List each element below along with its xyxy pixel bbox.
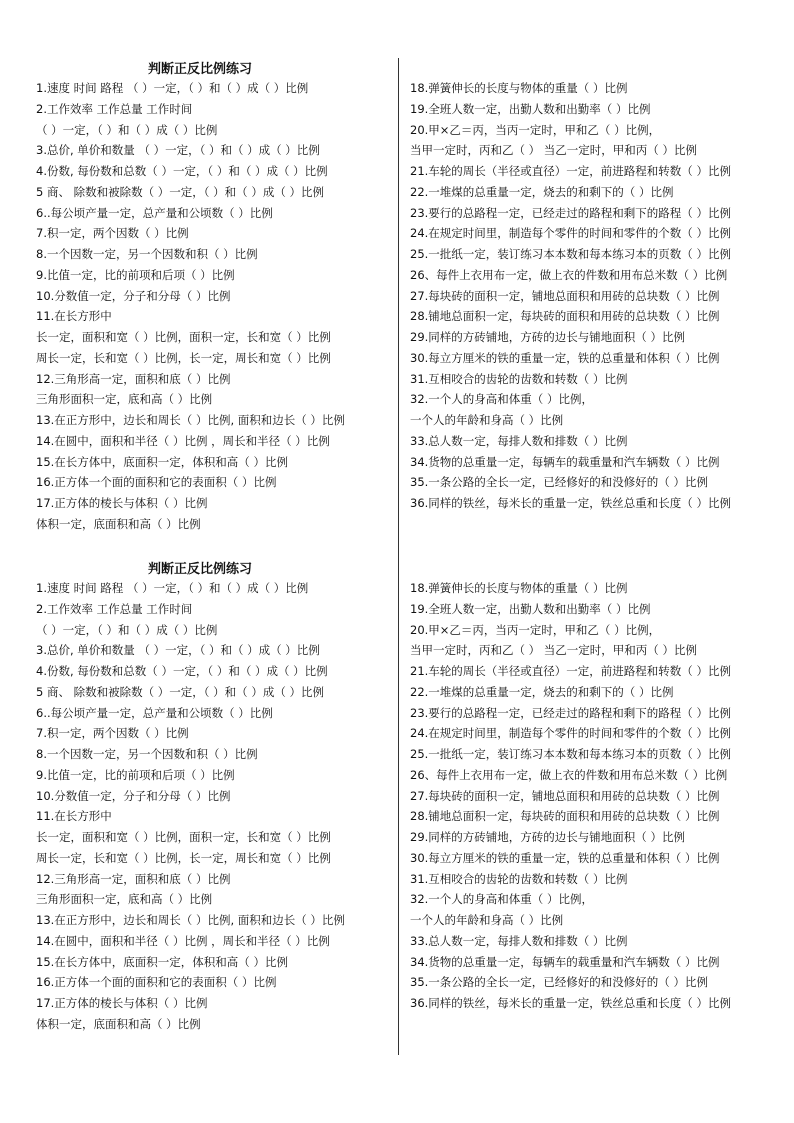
question-line: 10.分数值一定，分子和分母（ ）比例 <box>36 288 231 303</box>
question-line: 22.一堆煤的总重量一定，烧去的和剩下的（ ）比例 <box>410 684 674 699</box>
question-line: 一个人的年龄和身高（ ）比例 <box>410 413 564 427</box>
question-line: 5 商、 除数和被除数（ ）一定，（ ）和（ ）成（ ）比例 <box>36 684 324 699</box>
question-line: 13.在正方形中，边长和周长（ ）比例, 面积和边长（ ）比例 <box>36 413 345 427</box>
worksheet-copy-2 <box>0 556 794 1056</box>
question-line: 17.正方体的棱长与体积（ ）比例 <box>36 496 208 510</box>
question-line: 29.同样的方砖铺地，方砖的边长与铺地面积（ ）比例 <box>410 830 685 844</box>
question-line: 23.要行的总路程一定，已经走过的路程和剩下的路程（ ）比例 <box>410 205 731 220</box>
question-line: 30.每立方厘米的铁的重量一定，铁的总重量和体积（ ）比例 <box>410 350 720 365</box>
question-line: 35.一条公路的全长一定，已经修好的和没修好的（ ）比例 <box>410 975 708 990</box>
question-line: 当甲一定时，丙和乙（ ） 当乙一定时，甲和丙（ ）比例 <box>410 143 697 158</box>
question-line: 24.在规定时间里，制造每个零件的时间和零件的个数（ ）比例 <box>410 226 731 241</box>
question-line: 16.正方体一个面的面积和它的表面积（ ）比例 <box>36 975 277 990</box>
question-line: 29.同样的方砖铺地，方砖的边长与铺地面积（ ）比例 <box>410 330 685 344</box>
question-line: 19.全班人数一定，出勤人数和出勤率（ ）比例 <box>410 101 651 116</box>
question-line: 22.一堆煤的总重量一定，烧去的和剩下的（ ）比例 <box>410 184 674 199</box>
question-line: 26、每件上衣用布一定，做上衣的件数和用布总米数（ ）比例 <box>410 267 728 282</box>
question-line: 23.要行的总路程一定，已经走过的路程和剩下的路程（ ）比例 <box>410 705 731 720</box>
question-line: 32.一个人的身高和体重（ ）比例， <box>410 892 593 907</box>
question-line: 28.铺地总面积一定，每块砖的面积和用砖的总块数（ ）比例 <box>410 309 720 324</box>
question-line: （ ）一定，（ ）和（ ）成（ ）比例 <box>36 122 218 137</box>
question-line: 11.在长方形中 <box>36 309 112 324</box>
question-line: 当甲一定时，丙和乙（ ） 当乙一定时，甲和丙（ ）比例 <box>410 643 697 658</box>
question-line: 34.货物的总重量一定，每辆车的载重量和汽车辆数（ ）比例 <box>410 454 720 469</box>
question-line: 31.互相咬合的齿轮的齿数和转数（ ）比例 <box>410 871 628 886</box>
question-line: 三角形面积一定，底和高（ ）比例 <box>36 392 213 407</box>
question-line: 14.在圆中，面积和半径（ ）比例 ，周长和半径（ ）比例 <box>36 933 330 948</box>
question-line: 30.每立方厘米的铁的重量一定，铁的总重量和体积（ ）比例 <box>410 850 720 865</box>
worksheet-title: 判断正反比例练习 <box>148 562 253 577</box>
question-line: 2.工作效率 工作总量 工作时间 <box>36 101 193 116</box>
question-line: 8.一个因数一定，另一个因数和积（ ）比例 <box>36 247 258 261</box>
question-line: 14.在圆中，面积和半径（ ）比例 ，周长和半径（ ）比例 <box>36 433 330 448</box>
question-line: 3.总价, 单价和数量 （ ）一定，（ ）和（ ）成（ ）比例 <box>36 143 320 158</box>
question-line: 20.甲×乙＝丙，当丙一定时，甲和乙（ ）比例， <box>410 622 661 637</box>
question-line: 9.比值一定，比的前项和后项（ ）比例 <box>36 267 235 282</box>
question-line: 6..每公顷产量一定，总产量和公顷数（ ）比例 <box>36 205 273 220</box>
question-line: 18.弹簧伸长的长度与物体的重量（ ）比例 <box>410 81 628 95</box>
question-line: 5 商、 除数和被除数（ ）一定，（ ）和（ ）成（ ）比例 <box>36 184 324 199</box>
question-line: 4.份数, 每份数和总数（ ）一定，（ ）和（ ）成（ ）比例 <box>36 664 328 678</box>
question-line: 33.总人数一定，每排人数和排数（ ）比例 <box>410 933 628 948</box>
question-line: 28.铺地总面积一定，每块砖的面积和用砖的总块数（ ）比例 <box>410 809 720 824</box>
right-question-column <box>410 78 780 514</box>
question-line: 15.在长方体中，底面积一定，体积和高（ ）比例 <box>36 954 288 969</box>
question-line: 7.积一定，两个因数（ ）比例 <box>36 226 189 241</box>
question-line: 31.互相咬合的齿轮的齿数和转数（ ）比例 <box>410 371 628 386</box>
question-line: 10.分数值一定，分子和分母（ ）比例 <box>36 788 231 803</box>
question-line: 17.正方体的棱长与体积（ ）比例 <box>36 996 208 1010</box>
question-line: 16.正方体一个面的面积和它的表面积（ ）比例 <box>36 475 277 490</box>
question-line: 1.速度 时间 路程 （ ）一定，（ ）和（ ）成（ ）比例 <box>36 581 309 595</box>
question-line: 体积一定，底面积和高（ ）比例 <box>36 516 201 531</box>
question-line: 15.在长方体中，底面积一定，体积和高（ ）比例 <box>36 454 288 469</box>
question-line: 35.一条公路的全长一定，已经修好的和没修好的（ ）比例 <box>410 475 708 490</box>
question-line: 13.在正方形中，边长和周长（ ）比例, 面积和边长（ ）比例 <box>36 913 345 927</box>
worksheet-copy-1 <box>0 56 794 556</box>
question-line: 18.弹簧伸长的长度与物体的重量（ ）比例 <box>410 581 628 595</box>
question-line: 20.甲×乙＝丙，当丙一定时，甲和乙（ ）比例， <box>410 122 661 137</box>
question-line: 11.在长方形中 <box>36 809 112 824</box>
left-question-column <box>36 78 388 535</box>
question-line: 长一定，面积和宽（ ）比例，面积一定，长和宽（ ）比例 <box>36 330 331 344</box>
question-line: 三角形面积一定，底和高（ ）比例 <box>36 892 213 907</box>
question-line: 7.积一定，两个因数（ ）比例 <box>36 726 189 741</box>
question-line: 8.一个因数一定，另一个因数和积（ ）比例 <box>36 747 258 761</box>
question-line: 3.总价, 单价和数量 （ ）一定，（ ）和（ ）成（ ）比例 <box>36 643 320 658</box>
question-line: 4.份数, 每份数和总数（ ）一定，（ ）和（ ）成（ ）比例 <box>36 164 328 178</box>
question-line: 36.同样的铁丝，每米长的重量一定，铁丝总重和长度（ ）比例 <box>410 996 731 1010</box>
question-line: 26、每件上衣用布一定，做上衣的件数和用布总米数（ ）比例 <box>410 767 728 782</box>
question-line: 12.三角形高一定，面积和底（ ）比例 <box>36 871 231 886</box>
question-line: 25.一批纸一定，装订练习本本数和每本练习本的页数（ ）比例 <box>410 747 731 761</box>
question-line: 21.车轮的周长（半径或直径）一定，前进路程和转数（ ）比例 <box>410 664 731 678</box>
question-line: 6..每公顷产量一定，总产量和公顷数（ ）比例 <box>36 705 273 720</box>
question-line: 36.同样的铁丝，每米长的重量一定，铁丝总重和长度（ ）比例 <box>410 496 731 510</box>
question-line: 2.工作效率 工作总量 工作时间 <box>36 601 193 616</box>
question-line: 长一定，面积和宽（ ）比例，面积一定，长和宽（ ）比例 <box>36 830 331 844</box>
question-line: 27.每块砖的面积一定，铺地总面积和用砖的总块数（ ）比例 <box>410 788 720 803</box>
question-line: 19.全班人数一定，出勤人数和出勤率（ ）比例 <box>410 601 651 616</box>
question-line: 9.比值一定，比的前项和后项（ ）比例 <box>36 767 235 782</box>
question-line: 1.速度 时间 路程 （ ）一定，（ ）和（ ）成（ ）比例 <box>36 81 309 95</box>
question-line: 体积一定，底面积和高（ ）比例 <box>36 1016 201 1031</box>
question-line: 34.货物的总重量一定，每辆车的载重量和汽车辆数（ ）比例 <box>410 954 720 969</box>
question-line: 一个人的年龄和身高（ ）比例 <box>410 913 564 927</box>
right-question-column <box>410 578 780 1014</box>
question-line: 21.车轮的周长（半径或直径）一定，前进路程和转数（ ）比例 <box>410 164 731 178</box>
question-line: 25.一批纸一定，装订练习本本数和每本练习本的页数（ ）比例 <box>410 247 731 261</box>
question-line: 33.总人数一定，每排人数和排数（ ）比例 <box>410 433 628 448</box>
left-question-column <box>36 578 388 1035</box>
question-line: 12.三角形高一定，面积和底（ ）比例 <box>36 371 231 386</box>
question-line: （ ）一定，（ ）和（ ）成（ ）比例 <box>36 622 218 637</box>
question-line: 周长一定，长和宽（ ）比例，长一定，周长和宽（ ）比例 <box>36 850 331 865</box>
question-line: 24.在规定时间里，制造每个零件的时间和零件的个数（ ）比例 <box>410 726 731 741</box>
question-line: 32.一个人的身高和体重（ ）比例， <box>410 392 593 407</box>
question-line: 27.每块砖的面积一定，铺地总面积和用砖的总块数（ ）比例 <box>410 288 720 303</box>
worksheet-title: 判断正反比例练习 <box>148 62 253 77</box>
question-line: 周长一定，长和宽（ ）比例，长一定，周长和宽（ ）比例 <box>36 350 331 365</box>
